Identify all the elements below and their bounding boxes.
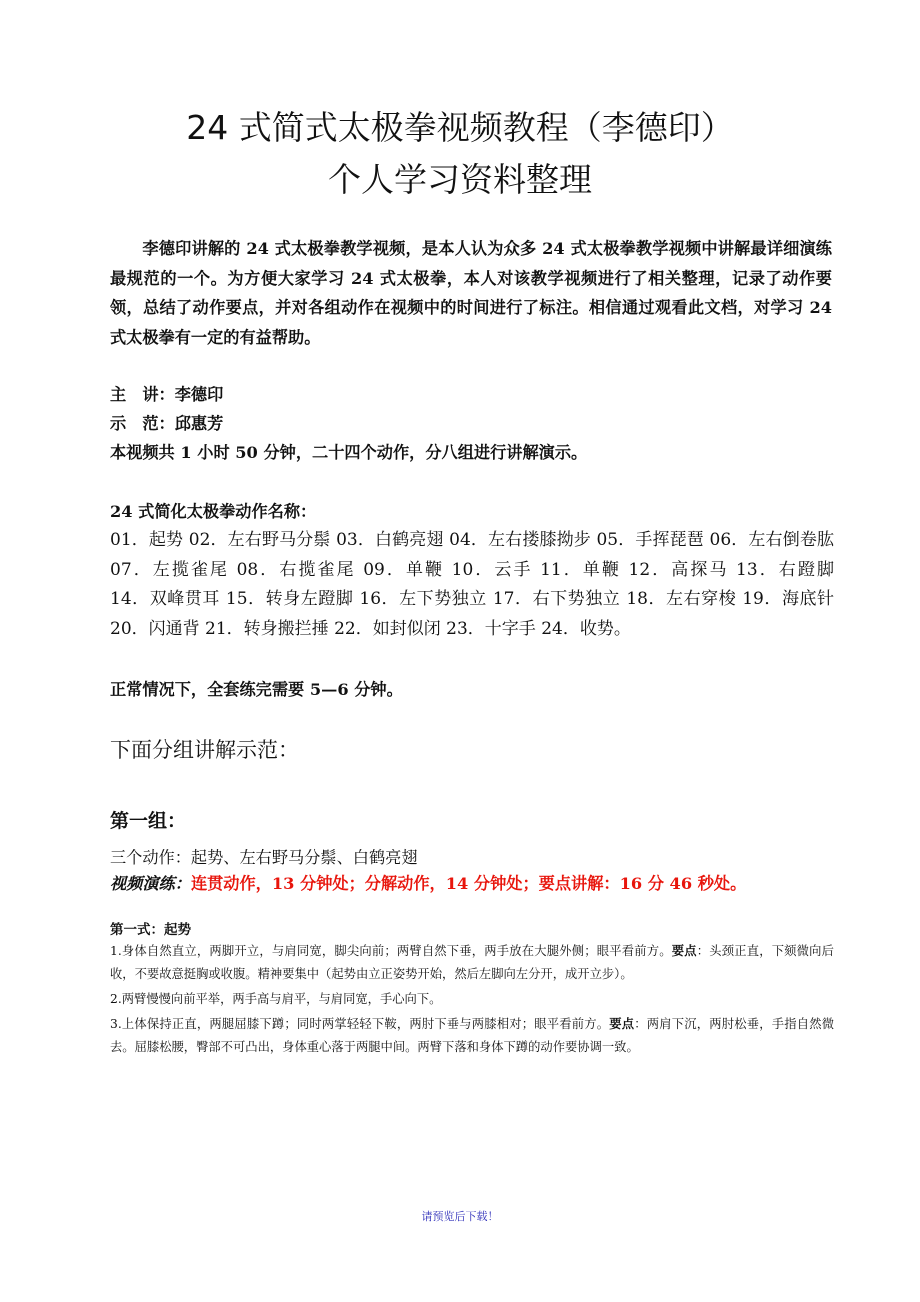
form1-step3 [110, 1012, 834, 1059]
move-item: 18．左右穿梭 [626, 589, 737, 609]
move-item: 16．左下势独立 [359, 589, 487, 609]
move-item: 20．闪通背 [110, 618, 200, 639]
move-item: 06．左右倒卷肱 [709, 530, 834, 550]
move-item: 11．单鞭 [540, 559, 622, 580]
move-item: 05．手挥琵琶 [596, 530, 704, 550]
step1-text: 1.身体自然直立，两脚开立，与肩同宽，脚尖向前；两臂自然下垂，两手放在大腿外侧；眼平看前方。 [110, 944, 672, 958]
move-item: 15．转身左蹬脚 [225, 589, 354, 609]
video-label: 视频演练： [110, 874, 191, 893]
group1-video-line [110, 870, 746, 894]
step3-text: 3.上体保持正直，两腿屈膝下蹲；同时两掌轻轻下鞍，两肘下垂与两膝相对；眼平看前方。 [110, 1017, 610, 1031]
move-item: 07．左揽雀尾 [110, 559, 230, 580]
move-item: 02．左右野马分鬃 [188, 530, 331, 550]
document-title-line2: 个人学习资料整理 [328, 160, 592, 199]
move-names-heading: 24 式简化太极拳动作名称： [110, 502, 317, 521]
move-item: 04．左右搂膝拗步 [449, 530, 591, 550]
video-summary-line: 本视频共 1 小时 50 分钟，二十四个动作，分八组进行讲解演示。 [110, 443, 588, 462]
group1-heading: 第一组： [110, 810, 187, 832]
step1-key-text: ：头颈正直，下颏微向后收，不要故意挺胸或收腹。精神要集中（起势由立正姿势开始，然后左脚向左分开，成开立步）。 [110, 944, 834, 981]
section-heading: 下面分组讲解示范： [110, 738, 299, 762]
move-item: 23．十字手 [446, 618, 536, 639]
move-item: 19．海底针 [742, 589, 835, 609]
move-item: 12．高探马 [628, 559, 729, 580]
step1-key-label: 要点 [671, 943, 697, 958]
step3-key-text: ：两肩下沉，两肘松垂，手指自然微去。屈膝松腰，臀部不可凸出，身体重心落于两腿中间。两臂下落和身体下蹲的动作要协调一致。 [110, 1017, 834, 1054]
group1-actions: 三个动作：起势、左右野马分鬃、白鹤亮翅 [110, 848, 418, 867]
lecturer-line: 主 讲：李德印 [110, 385, 224, 404]
move-item: 21．转身搬拦捶 [205, 618, 329, 639]
move-item: 09．单鞭 [363, 559, 445, 580]
video-timestamps: 连贯动作，13 分钟处；分解动作，14 分钟处；要点讲解：16 分 46 秒处。 [190, 874, 747, 893]
form1-step2: 2.两臂慢慢向前平举，两手高与肩平，与肩同宽，手心向下。 [110, 992, 442, 1006]
move-item: 14．双峰贯耳 [110, 589, 220, 609]
move-item: 17．右下势独立 [492, 589, 621, 609]
form1-heading: 第一式：起势 [110, 922, 191, 938]
form1-step1 [110, 939, 834, 986]
move-item: 08．右揽雀尾 [236, 559, 356, 580]
document-title-line1: 24 式简式太极拳视频教程（李德印） [186, 108, 734, 147]
move-item: 03．白鹤亮翅 [336, 530, 444, 550]
duration-note: 正常情况下，全套练完需要 5—6 分钟。 [110, 680, 403, 699]
intro-paragraph: 李德印讲解的 24 式太极拳教学视频，是本人认为众多 24 式太极拳教学视频中讲解最详细演练最规范的一个。为方便大家学习 24 式太极拳，本人对该教学视频进行了相关整理，记录了动作要领，总结了动作要点，并对各组动作在视频中的时间进行了标注。相信通过观看此文档，对学习 24 式太极拳有一定的有益帮助。 [110, 239, 832, 347]
step3-key-label: 要点 [609, 1016, 635, 1031]
move-item: 01．起势 [110, 530, 184, 550]
footer-note: 请预览后下载！ [421, 1210, 499, 1223]
move-item: 24．收势。 [541, 618, 631, 639]
move-names-list [110, 526, 834, 644]
move-item: 22．如封似闭 [334, 618, 441, 639]
move-item: 10．云手 [451, 559, 533, 580]
demonstrator-line: 示 范：邱惠芳 [110, 414, 224, 433]
move-item: 13．右蹬脚 [736, 559, 834, 580]
